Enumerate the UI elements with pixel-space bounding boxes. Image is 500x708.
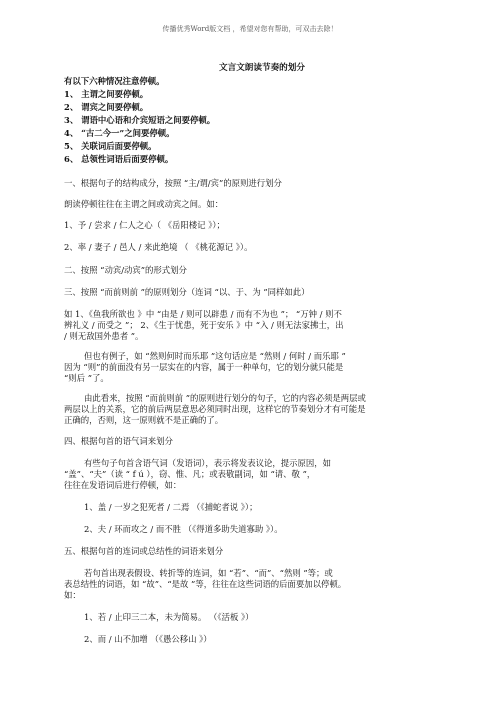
section-4-para-line-2: “盖”、“夫”（读 “ f ú ），窃、惟、凡；或表敬副词，如 “请、敬 ”，	[64, 469, 316, 479]
rule-3: 3、 谓语中心语和介宾短语之间要停顿。	[64, 115, 216, 125]
section-5-para-line-1: 若句首出现表假设、转折等的连词，如 “若”、“而”、“然则 ”等；或	[84, 568, 333, 578]
section-5-para-line-2: 表总结性的词语，如 “故”、“是故 ”等，往往在这些词语的后面要加以停顿。	[64, 579, 347, 589]
section-3-para-1-line-1: 如 1、《鱼我所欲也 》中 “由是 / 则可以辟患 / 而有不为也 ”； “万钟 / 则不	[64, 309, 342, 319]
section-4-example-2: 2、夫 / 环而攻之 / 而不胜 （《得道多助失道寡助 》）。	[84, 524, 283, 534]
section-4-para-line-1: 有些句子句首含语气词（发语词），表示将发表议论，提示原因，如	[84, 458, 332, 468]
section-1-example-1: 1、予 / 尝求 / 仁人之心（ 《岳阳楼记 》）；	[64, 220, 225, 230]
section-3-para-2-line-3: “则后 ”了。	[64, 373, 109, 383]
section-3-para-1-line-3: / 则无敌国外患者 ”。	[64, 331, 144, 341]
section-3-para-2-line-2: 因为 “则”的前面没有另一层实在的内容，属于一种单句，它的划分就只能是	[64, 362, 344, 372]
rule-1: 1、 主谓之间要停顿。	[64, 89, 149, 99]
section-5-heading: 五、根据句首的连词或总结性的词语来划分	[64, 546, 224, 556]
section-3-heading: 三、按照 “而前则前 ”的原则划分（连词 “以、于、为 ”同样如此）	[64, 287, 310, 297]
document-title: 文言文朗读节奏的划分	[219, 63, 305, 73]
section-4-para-line-3: 往往在发语词后进行停顿，如：	[64, 480, 182, 490]
section-5-para-line-3: 如：	[64, 590, 81, 600]
section-3-para-1-line-2: 辨礼义 / 而受之 ”； 2、《生于忧患，死于安乐 》中 “入 / 则无法家拂士，出	[64, 320, 344, 330]
section-2-heading: 二、按照 “动宾/动宾”的形式划分	[64, 265, 187, 275]
section-1-text: 朗读停顿往往在主谓之间或动宾之间。如：	[64, 199, 224, 209]
section-4-example-1: 1、盖 / 一岁之犯死者 / 二焉 （《捕蛇者说 》）；	[84, 502, 258, 512]
section-3-para-3-line-3: 正确的，否则，这一原则就不是正确的了。	[64, 415, 224, 425]
section-1-heading: 一、根据句子的结构成分，按照 “主/谓/宾”的原则进行划分	[64, 178, 282, 188]
rule-6: 6、 总领性词语后面要停顿。	[64, 154, 174, 164]
section-1-example-2: 2、率 / 妻子 / 邑人 / 来此绝境 （ 《桃花源记 》）。	[64, 242, 253, 252]
page-header: 传播优秀Word版文档 ，希望对您有帮助，可双击去除！	[162, 25, 338, 33]
intro-line: 有以下六种情况注意停顿。	[64, 76, 165, 86]
section-4-heading: 四、根据句首的语气词来划分	[64, 436, 173, 446]
section-3-para-2-line-1: 但也有例子，如 “然则何时而乐耶 ”这句话应是 “然则 / 何时 / 而乐耶 ”	[84, 351, 346, 361]
section-5-example-2: 2、而 / 山不加增 （《愚公移山 》）	[84, 634, 212, 644]
rule-2: 2、 谓宾之间要停顿。	[64, 102, 149, 112]
section-3-para-3-line-2: 两层以上的关系，它的前后两层意思必须同时出现，这样它的节奏划分才有可能是	[64, 404, 366, 414]
rule-4: 4、 “古二今一”之间要停顿。	[64, 128, 175, 138]
section-3-para-3-line-1: 由此看来，按照 “而前则前 ”的原则进行划分的句子，它的内容必须是两层或	[84, 393, 366, 403]
section-5-example-1: 1、若 / 止印三二本，未为简易。 （《活板 》）	[84, 612, 254, 622]
rule-5: 5、 关联词后面要停顿。	[64, 141, 157, 151]
